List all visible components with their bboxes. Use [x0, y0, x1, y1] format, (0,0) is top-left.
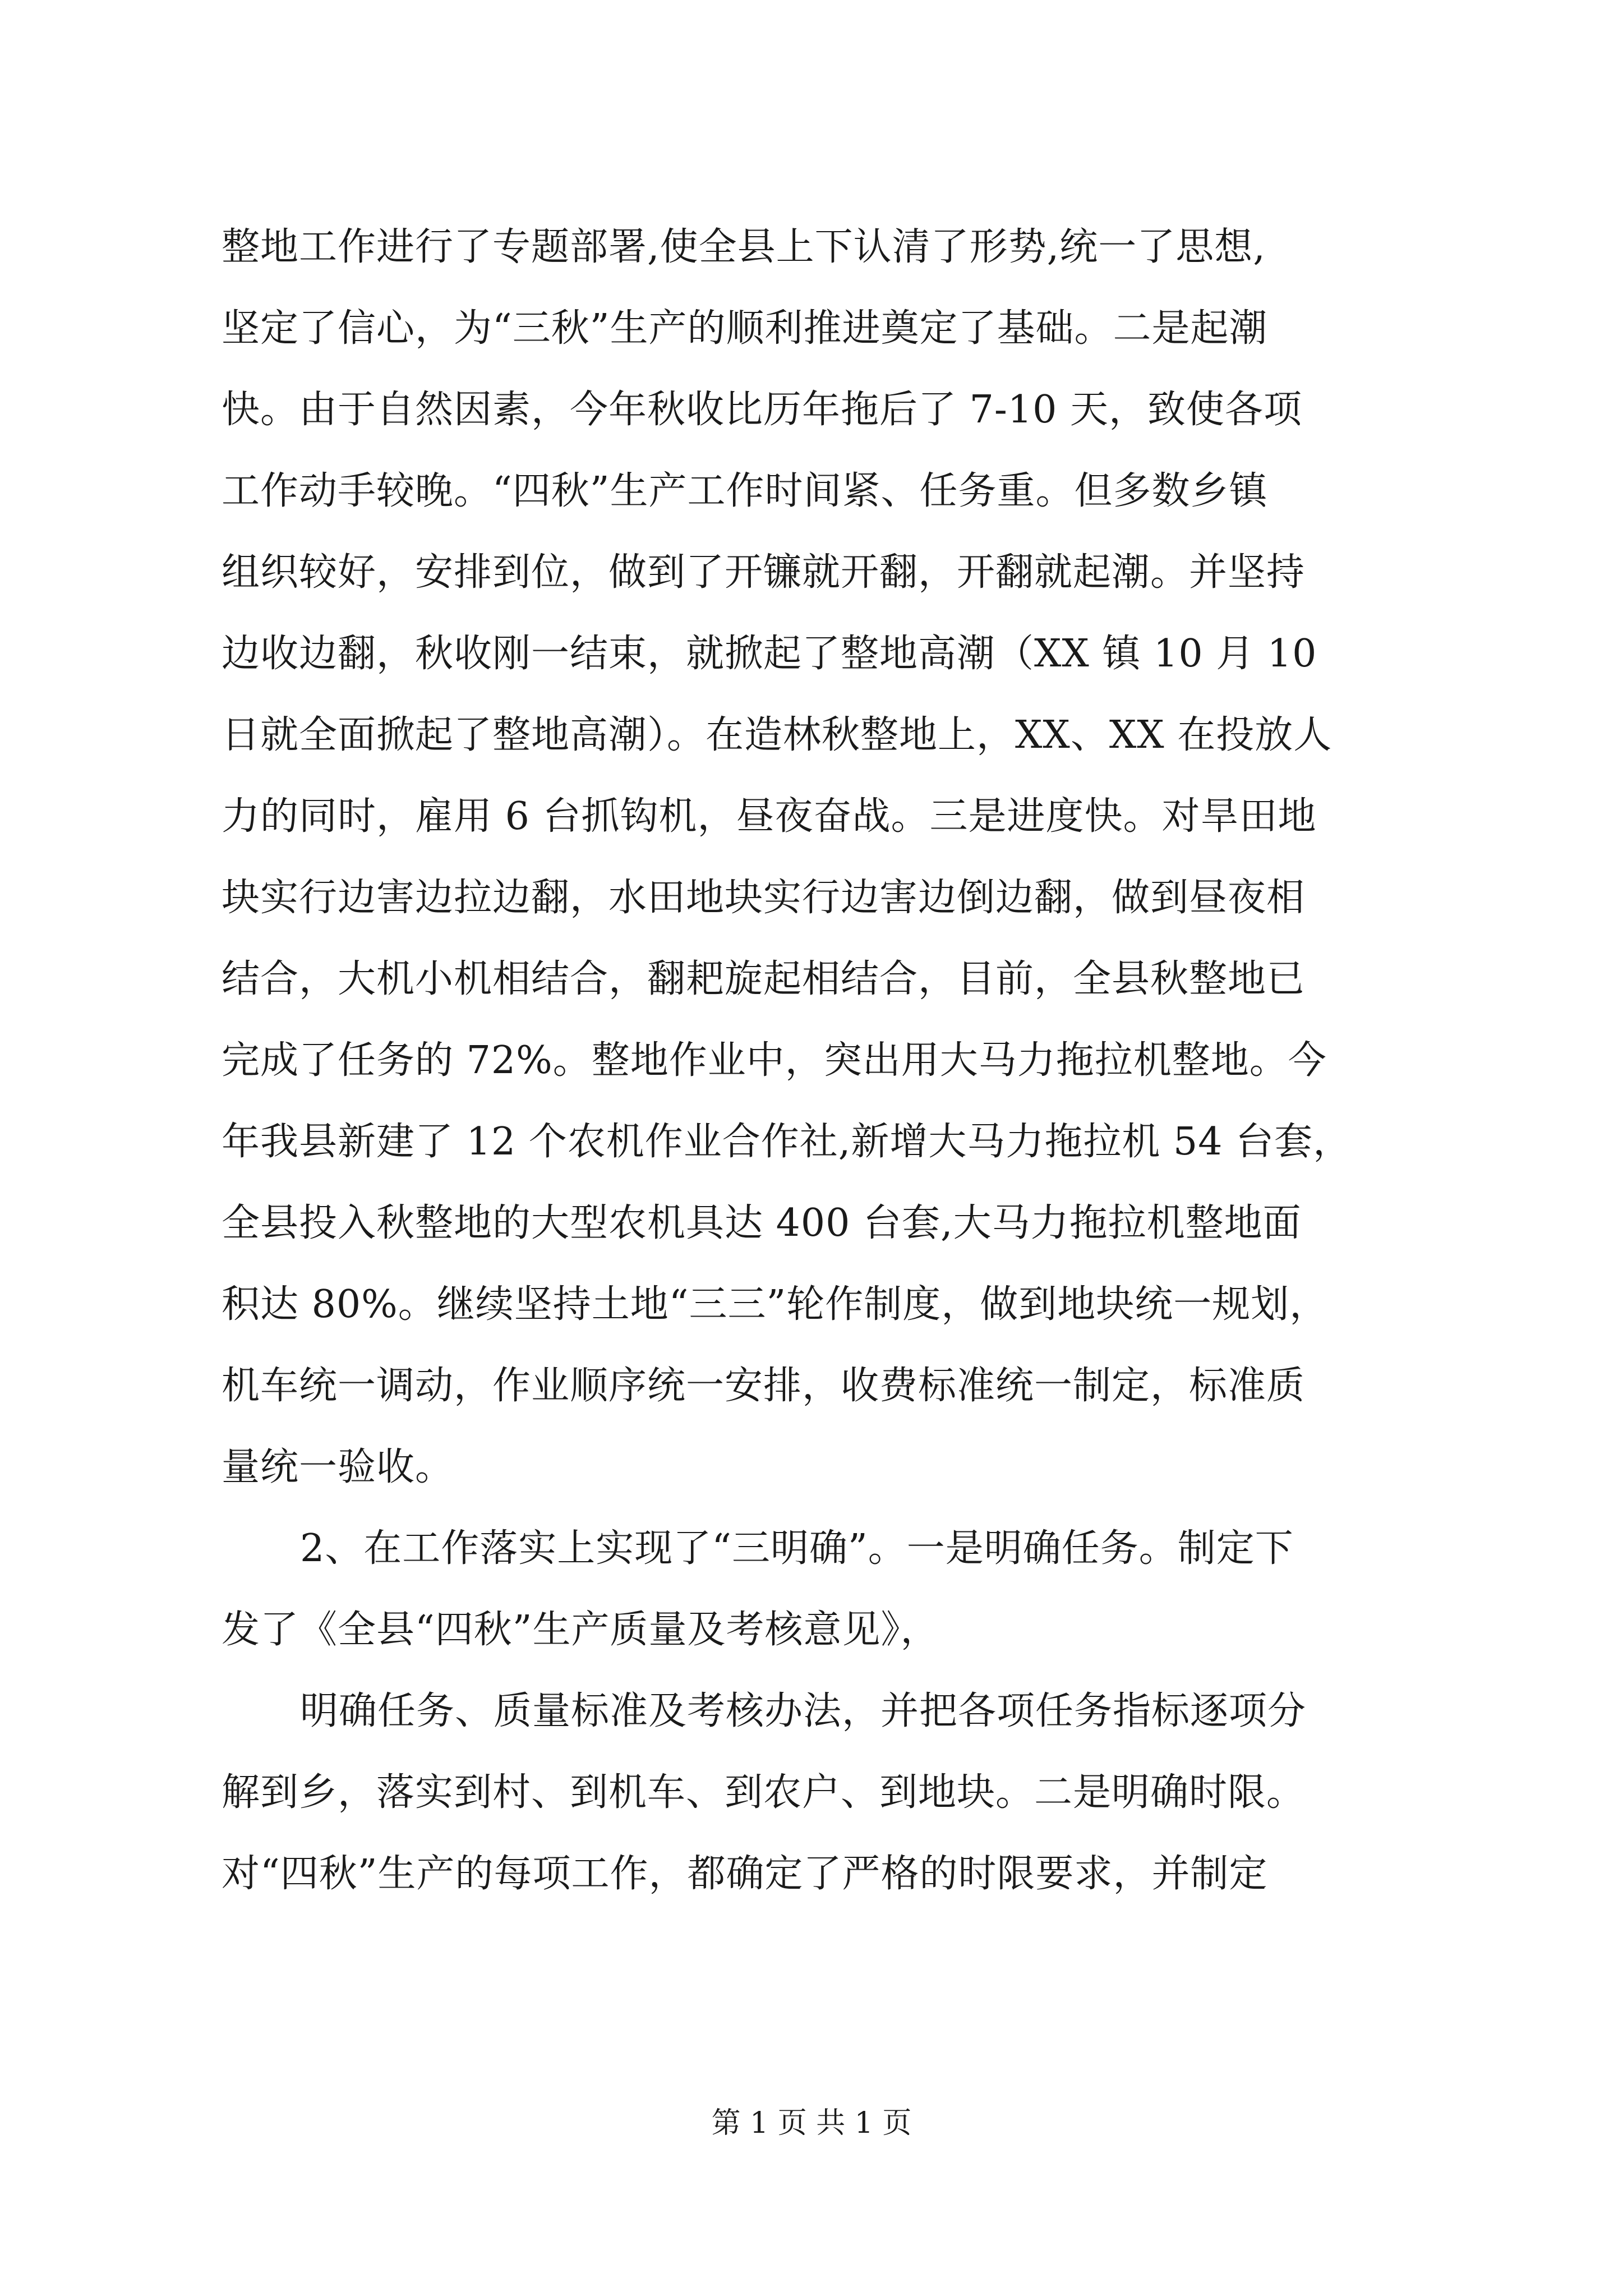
- text-line: 解到乡，落实到村、到机车、到农户、到地块。二是明确时限。: [222, 1770, 1306, 1815]
- text-line: 对“四秋”生产的每项工作，都确定了严格的时限要求，并制定: [222, 1852, 1268, 1896]
- text-line: 快。由于自然因素，今年秋收比历年拖后了 7-10 天，致使各项: [222, 388, 1302, 432]
- text-line: 力的同时，雇用 6 台抓钩机，昼夜奋战。三是进度快。对旱田地: [222, 794, 1317, 839]
- text-line: 机车统一调动，作业顺序统一安排，收费标准统一制定，标准质: [222, 1364, 1306, 1408]
- text-line: 边收边翻，秋收刚一结束，就掀起了整地高潮（XX 镇 10 月 10: [222, 632, 1317, 676]
- text-line: 结合，大机小机相结合，翻耙旋起相结合，目前，全县秋整地已: [222, 957, 1306, 1001]
- page-footer: 第 1 页 共 1 页: [711, 2106, 912, 2140]
- text-line: 坚定了信心，为“三秋”生产的顺利推进奠定了基础。二是起潮: [222, 306, 1268, 351]
- text-line: 积达 80%。继续坚持土地“三三”轮作制度，做到地块统一规划，: [222, 1282, 1329, 1327]
- text-line: 整地工作进行了专题部署,使全县上下认清了形势,统一了思想,: [222, 225, 1266, 269]
- text-line: 块实行边害边拉边翻，水田地块实行边害边倒边翻，做到昼夜相: [222, 876, 1306, 920]
- text-line: 日就全面掀起了整地高潮）。在造林秋整地上，XX、XX 在投放人: [222, 713, 1332, 757]
- text-line: 全县投入秋整地的大型农机具达 400 台套,大马力拖拉机整地面: [222, 1201, 1302, 1245]
- text-line: 量统一验收。: [222, 1445, 454, 1489]
- paragraph-start-line: 明确任务、质量标准及考核办法，并把各项任务指标逐项分: [300, 1689, 1307, 1733]
- text-line: 年我县新建了 12 个农机作业合作社,新增大马力拖拉机 54 台套，: [222, 1120, 1352, 1164]
- text-line: 工作动手较晚。“四秋”生产工作时间紧、任务重。但多数乡镇: [222, 469, 1268, 513]
- paragraph-start-line: 2、在工作落实上实现了“三明确”。一是明确任务。制定下: [300, 1526, 1294, 1571]
- text-line: 发了《全县“四秋”生产质量及考核意见》，: [222, 1608, 939, 1652]
- text-line: 组织较好，安排到位，做到了开镰就开翻，开翻就起潮。并坚持: [222, 550, 1306, 595]
- body-text: [222, 206, 1438, 1915]
- text-line: 完成了任务的 72%。整地作业中，突出用大马力拖拉机整地。今: [222, 1038, 1327, 1083]
